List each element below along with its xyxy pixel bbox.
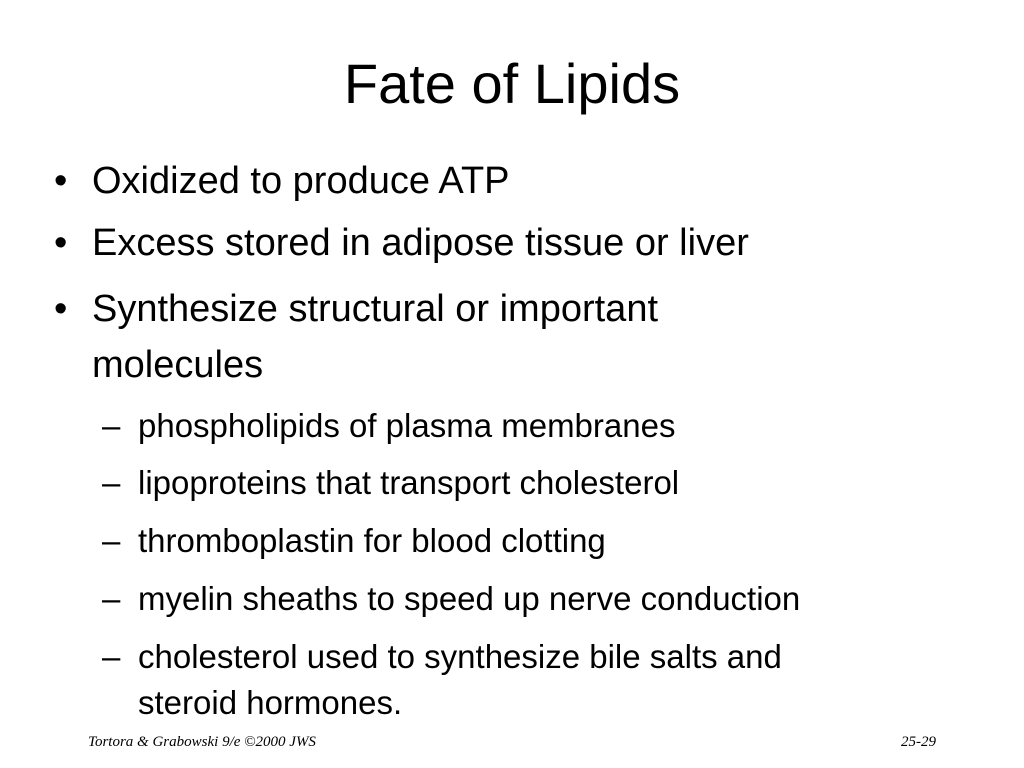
slide-number: 25-29 [901, 734, 936, 750]
sub-bullet-text: myelin sheaths to speed up nerve conduction [138, 580, 801, 617]
bullet-marker: • [54, 288, 68, 330]
sub-bullet-marker: – [102, 522, 121, 559]
footer-citation: Tortora & Grabowski 9/e ©2000 JWS [88, 734, 316, 750]
sub-bullet-text: phospholipids of plasma membranes [138, 407, 676, 444]
bullet-text: Oxidized to produce ATP [92, 160, 510, 202]
sub-bullet-marker: – [102, 638, 121, 675]
sub-bullet-text: lipoproteins that transport cholesterol [138, 464, 680, 501]
sub-bullet-marker: – [102, 407, 121, 444]
sub-bullet-marker: – [102, 580, 121, 617]
bullet-marker: • [54, 222, 68, 264]
slide-title: Fate of Lipids [343, 52, 681, 115]
bullet-text: molecules [92, 344, 264, 386]
bullet-text: Synthesize structural or important [92, 288, 659, 330]
sub-bullet-text: steroid hormones. [138, 684, 403, 721]
sub-bullet-text: cholesterol used to synthesize bile salts and [138, 638, 782, 675]
sub-bullet-text: thromboplastin for blood clotting [138, 522, 606, 559]
bullet-text: Excess stored in adipose tissue or liver [92, 222, 749, 264]
sub-bullet-marker: – [102, 464, 121, 501]
bullet-marker: • [54, 160, 68, 202]
